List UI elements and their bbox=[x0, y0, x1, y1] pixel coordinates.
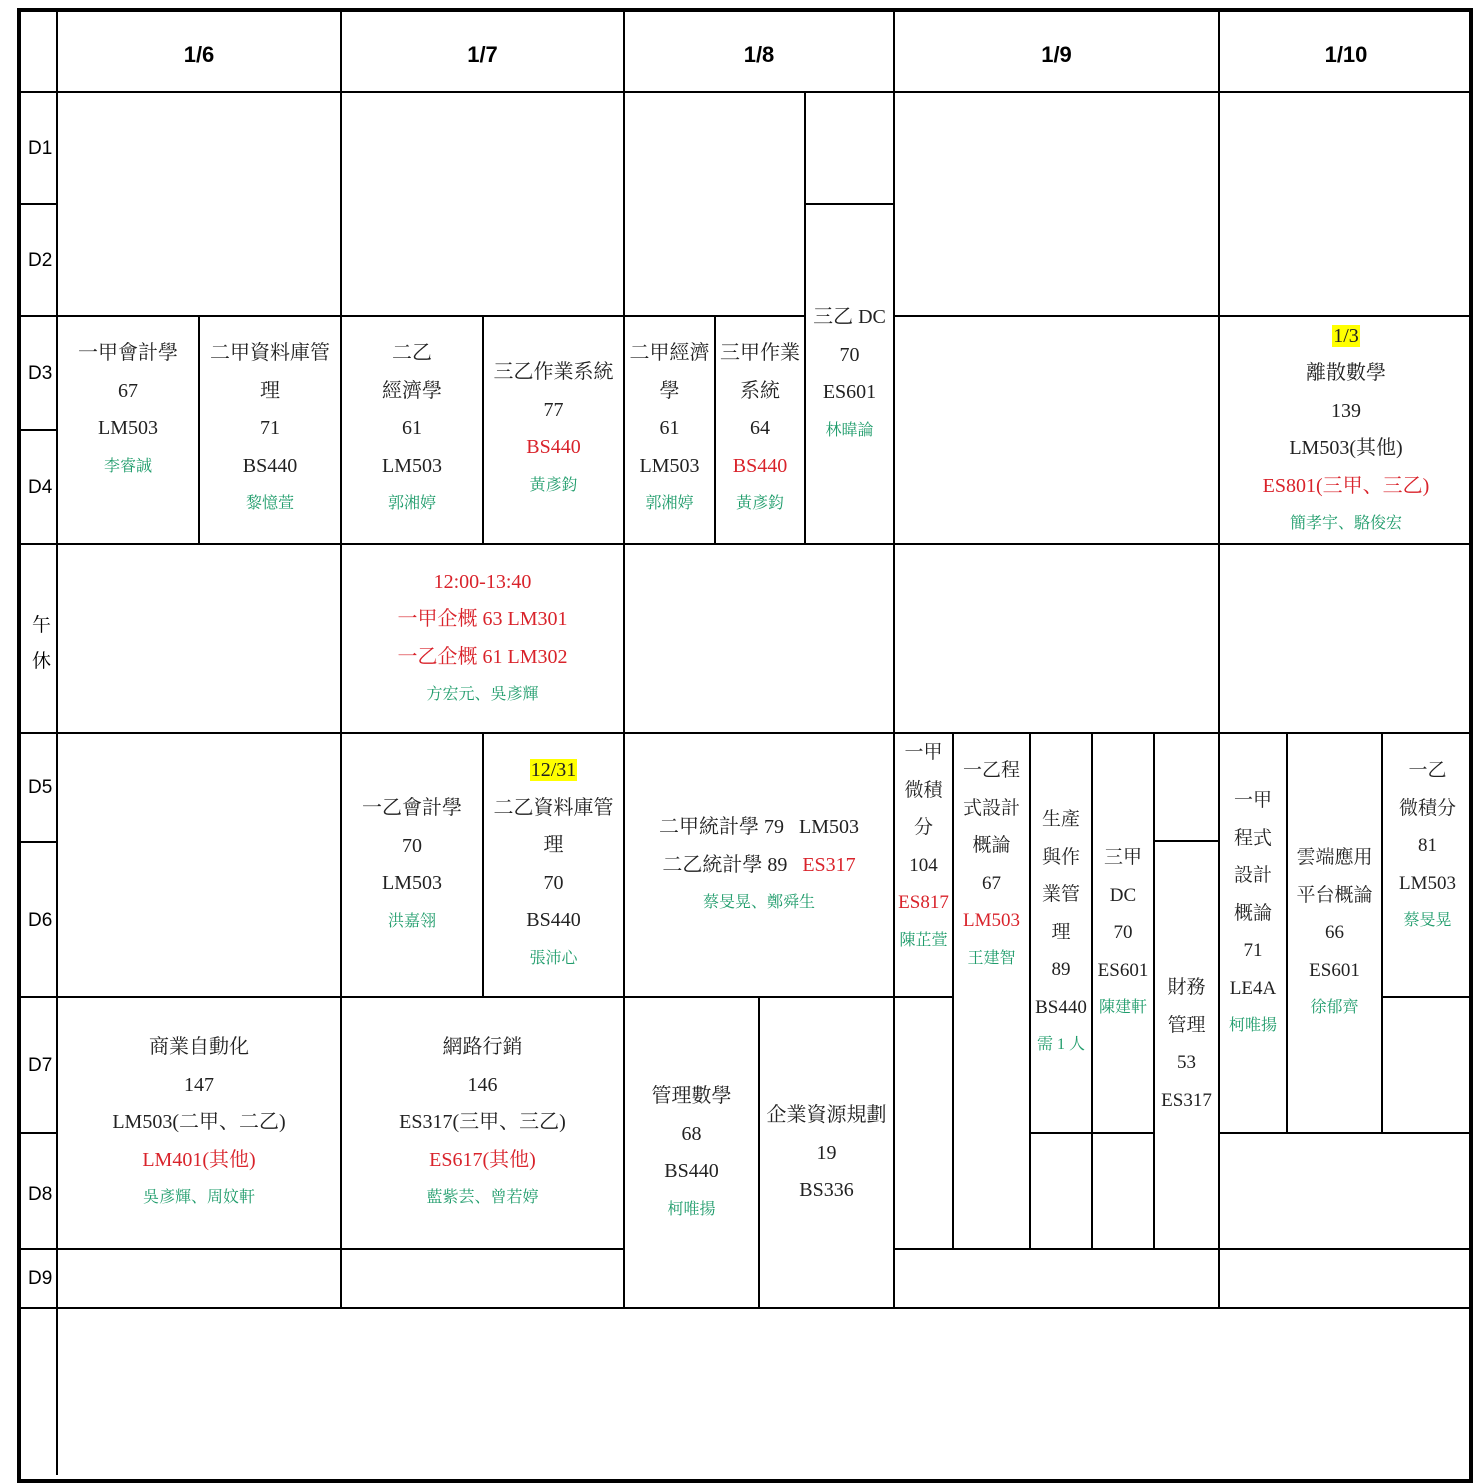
course-teacher: 藍紫芸、曾若婷 bbox=[426, 1189, 539, 1207]
course-count: 68 bbox=[681, 1122, 702, 1145]
course-teacher: 簡孝宇、駱俊宏 bbox=[1289, 515, 1402, 532]
slot-d7: D7 bbox=[28, 1055, 53, 1076]
course-title-4: 理 bbox=[1051, 921, 1071, 943]
slot-d9: D9 bbox=[28, 1268, 53, 1289]
course-erp bbox=[760, 998, 893, 1307]
course-programming-1b bbox=[954, 734, 1029, 996]
course-room: ES317 bbox=[1161, 1089, 1212, 1111]
course-title: 離散數學 bbox=[1306, 362, 1386, 384]
course-title: 財務 bbox=[1167, 977, 1206, 998]
course-title: 三甲作業 bbox=[720, 342, 800, 364]
course-count: 139 bbox=[1331, 399, 1361, 422]
course-room-2: LM401(其他) bbox=[142, 1148, 256, 1171]
course-room: LM503 bbox=[98, 417, 158, 439]
course-title: 二甲經濟 bbox=[629, 342, 710, 364]
course-teacher: 柯唯揚 bbox=[667, 1200, 716, 1218]
course-title: 經濟學 bbox=[382, 379, 442, 402]
course-count: 64 bbox=[750, 417, 770, 439]
stat-class-1: 二甲統計學 79 bbox=[659, 816, 784, 838]
slot-noon-2: 休 bbox=[32, 651, 52, 672]
course-title: 管理數學 bbox=[651, 1085, 732, 1107]
stat-line-2 bbox=[662, 847, 855, 885]
course-teacher: 蔡旻晃、鄭舜生 bbox=[702, 894, 815, 911]
course-title-2: 理 bbox=[260, 379, 280, 402]
header-date-4: 1/9 bbox=[1041, 42, 1072, 67]
course-calculus-1b bbox=[1383, 734, 1472, 996]
course-teacher: 郭湘婷 bbox=[387, 495, 436, 512]
course-calculus-1a bbox=[895, 734, 952, 996]
course-room: LM503(二甲、二乙) bbox=[112, 1111, 286, 1134]
course-room: ES601 bbox=[822, 381, 877, 403]
course-room: BS440 bbox=[732, 454, 788, 477]
course-room: LM503 bbox=[639, 454, 700, 477]
course-teacher: 柯唯揚 bbox=[1228, 1017, 1277, 1034]
course-title-2: 管理 bbox=[1167, 1014, 1206, 1036]
course-title: 二乙資料庫管 bbox=[493, 796, 614, 819]
course-room: BS440 bbox=[242, 454, 298, 477]
course-room: ES817 bbox=[898, 892, 949, 913]
course-count: 77 bbox=[543, 398, 564, 421]
course-count: 81 bbox=[1418, 835, 1437, 856]
course-business-automation bbox=[58, 998, 340, 1248]
course-title-2: 微積 bbox=[904, 779, 943, 801]
course-title: 一甲會計學 bbox=[78, 342, 178, 364]
slot-d6: D6 bbox=[28, 910, 53, 931]
stat-room-1: LM503 bbox=[799, 816, 859, 838]
course-title: 企業資源規劃 bbox=[766, 1104, 887, 1126]
course-teacher: 陳芷萱 bbox=[899, 931, 948, 949]
header-date-3: 1/8 bbox=[743, 42, 775, 67]
course-title-2: 與作 bbox=[1041, 846, 1080, 868]
course-room: LM503 bbox=[382, 872, 442, 894]
course-count: 61 bbox=[402, 417, 422, 439]
course-count: 67 bbox=[982, 872, 1001, 894]
course-teacher: 郭湘婷 bbox=[645, 495, 694, 512]
course-dc-3a bbox=[1093, 734, 1153, 1132]
course-title: 生產 bbox=[1041, 809, 1080, 830]
course-os-3a bbox=[716, 317, 804, 543]
course-count: 71 bbox=[260, 417, 280, 439]
course-title: 商業自動化 bbox=[149, 1036, 249, 1059]
makeup-date bbox=[1332, 318, 1360, 356]
course-class: 一乙 bbox=[1408, 760, 1447, 781]
slot-d1: D1 bbox=[28, 138, 53, 159]
course-database-2b bbox=[484, 734, 623, 996]
course-teacher: 林暐論 bbox=[825, 421, 874, 439]
slot-d3: D3 bbox=[28, 363, 53, 384]
course-title: 二甲資料庫管 bbox=[210, 342, 330, 364]
course-economics-2b bbox=[342, 317, 482, 543]
course-count: 104 bbox=[909, 854, 938, 876]
course-teacher: 李睿誠 bbox=[103, 457, 152, 475]
course-accounting-1b bbox=[342, 734, 482, 996]
course-class: 一甲 bbox=[1233, 790, 1272, 811]
noon-course-2: 一乙企概 61 LM302 bbox=[397, 645, 568, 668]
course-title-2: 學 bbox=[659, 379, 680, 402]
course-title-2: 理 bbox=[543, 834, 564, 856]
course-teacher: 陳建軒 bbox=[1098, 999, 1147, 1016]
course-title: 網路行銷 bbox=[442, 1036, 523, 1059]
course-room: BS336 bbox=[799, 1179, 854, 1201]
course-count: 67 bbox=[118, 379, 138, 402]
course-internet-marketing bbox=[342, 998, 623, 1248]
course-title-2: 式設計 bbox=[962, 797, 1020, 819]
course-cloud-platform bbox=[1288, 734, 1381, 1132]
course-title-2: 系統 bbox=[740, 379, 780, 402]
noon-time: 12:00-13:40 bbox=[433, 570, 532, 593]
course-database-2a bbox=[200, 317, 340, 543]
course-title: 微積分 bbox=[1398, 797, 1456, 819]
course-count: 70 bbox=[839, 343, 860, 366]
course-room: BS440 bbox=[526, 909, 581, 931]
slot-d2: D2 bbox=[28, 250, 53, 271]
course-teacher: 黎憶萱 bbox=[245, 495, 294, 512]
course-os-3b bbox=[484, 317, 623, 543]
course-finance-mgmt bbox=[1155, 842, 1218, 1248]
course-count: 147 bbox=[184, 1073, 214, 1096]
course-title: 三乙作業系統 bbox=[493, 361, 614, 383]
course-title: 三乙 DC bbox=[813, 306, 886, 328]
course-count: 61 bbox=[659, 417, 680, 439]
makeup-date-badge: 1/3 bbox=[1333, 324, 1359, 347]
course-dc-3b bbox=[806, 299, 893, 449]
header-date-2: 1/7 bbox=[467, 42, 498, 67]
course-teacher: 黃彥鈞 bbox=[735, 495, 784, 512]
slot-d8: D8 bbox=[28, 1184, 53, 1205]
course-title: 一乙會計學 bbox=[362, 797, 462, 819]
slot-d4: D4 bbox=[28, 477, 53, 498]
makeup-date-badge: 12/31 bbox=[530, 759, 577, 781]
makeup-date bbox=[530, 752, 578, 790]
stat-class-2: 二乙統計學 89 bbox=[662, 853, 788, 876]
course-title: DC bbox=[1109, 884, 1137, 906]
course-room: ES601 bbox=[1309, 959, 1360, 981]
course-economics-2a bbox=[625, 317, 714, 543]
course-noon-intro-business bbox=[342, 545, 623, 732]
course-title-3: 概論 bbox=[972, 835, 1011, 856]
course-room: LM503 bbox=[382, 454, 442, 477]
slot-d5: D5 bbox=[28, 777, 53, 798]
course-count: 146 bbox=[467, 1073, 498, 1096]
course-count: 66 bbox=[1325, 922, 1344, 943]
course-title: 一甲 bbox=[904, 742, 943, 763]
course-teacher: 方宏元、吳彥輝 bbox=[426, 686, 539, 703]
course-programming-1a bbox=[1220, 734, 1286, 1132]
course-teacher: 張沛心 bbox=[529, 949, 578, 967]
course-count: 70 bbox=[1113, 922, 1133, 943]
course-teacher: 洪嘉翎 bbox=[387, 912, 436, 930]
stat-room-2: ES317 bbox=[802, 853, 856, 876]
course-teacher: 黃彥鈞 bbox=[529, 476, 578, 494]
course-title-2: 平台概論 bbox=[1296, 884, 1373, 906]
slot-noon-1: 午 bbox=[32, 615, 52, 636]
course-title: 一乙程 bbox=[962, 760, 1020, 781]
course-room: ES317(三甲、三乙) bbox=[399, 1111, 566, 1134]
course-title: 雲端應用 bbox=[1296, 847, 1373, 868]
course-note: 需 1 人 bbox=[1036, 1036, 1085, 1053]
course-teacher: 蔡旻晃 bbox=[1403, 912, 1452, 929]
course-room: ES601 bbox=[1097, 959, 1149, 981]
course-room-2: ES617(其他) bbox=[429, 1148, 536, 1171]
course-room: BS440 bbox=[664, 1160, 719, 1182]
course-room: LE4A bbox=[1229, 977, 1277, 999]
course-title-3: 業管 bbox=[1041, 884, 1080, 905]
course-count: 19 bbox=[816, 1141, 837, 1164]
course-class: 三甲 bbox=[1103, 847, 1142, 868]
course-room: LM503(其他) bbox=[1289, 437, 1403, 459]
course-title-3: 分 bbox=[913, 817, 933, 838]
course-count: 71 bbox=[1243, 940, 1263, 961]
course-count: 70 bbox=[543, 871, 564, 894]
course-teacher: 王建智 bbox=[967, 949, 1016, 967]
course-discrete-math bbox=[1220, 317, 1472, 543]
header-date-1: 1/6 bbox=[183, 42, 215, 67]
course-room: BS440 bbox=[1035, 996, 1087, 1018]
course-count: 70 bbox=[402, 834, 422, 857]
course-count: 89 bbox=[1051, 959, 1071, 980]
course-teacher: 吳彥輝、周妏軒 bbox=[142, 1189, 255, 1207]
course-statistics bbox=[625, 734, 893, 996]
course-title: 程式 bbox=[1233, 827, 1272, 849]
course-count: 53 bbox=[1177, 1052, 1196, 1073]
course-title-3: 概論 bbox=[1233, 902, 1272, 924]
noon-course-1: 一甲企概 63 LM301 bbox=[397, 608, 568, 630]
course-management-math bbox=[625, 998, 758, 1307]
course-teacher: 徐郁齊 bbox=[1310, 999, 1359, 1016]
course-class: 二乙 bbox=[392, 342, 432, 364]
course-room: LM503 bbox=[1399, 872, 1456, 894]
course-room: LM503 bbox=[963, 910, 1020, 931]
header-date-5: 1/10 bbox=[1324, 42, 1368, 67]
stat-line-1 bbox=[659, 809, 859, 847]
course-room: BS440 bbox=[526, 436, 581, 458]
course-accounting-1a bbox=[58, 317, 198, 543]
course-production-mgmt bbox=[1031, 734, 1091, 1132]
course-title-2: 設計 bbox=[1233, 865, 1272, 886]
course-room-2: ES801(三甲、三乙) bbox=[1262, 474, 1430, 497]
